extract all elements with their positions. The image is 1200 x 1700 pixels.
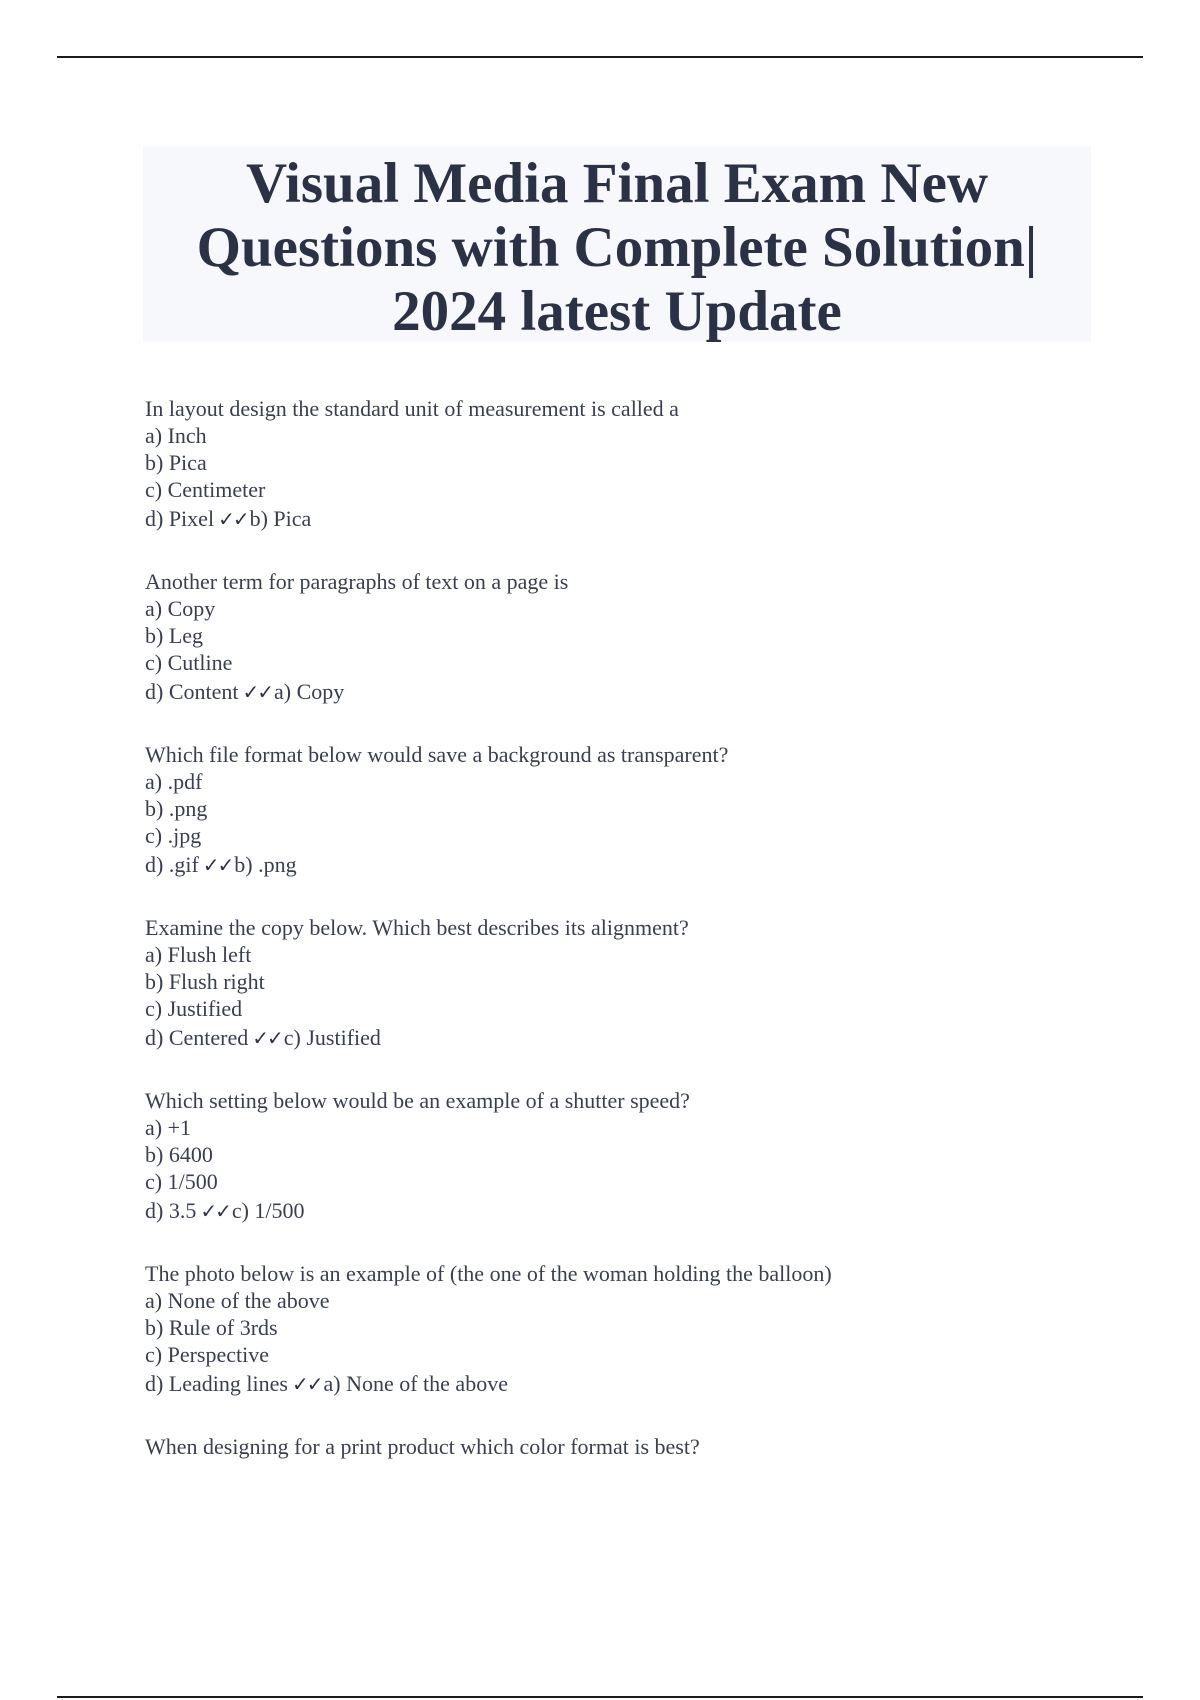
question-list (145, 395, 1145, 1493)
question-text: Another term for paragraphs of text on a page is (145, 569, 569, 594)
question-text: In layout design the standard unit of measurement is called a (145, 396, 679, 421)
check-icon: ✓✓ (242, 680, 273, 704)
question-text: The photo below is an example of (the one of the woman holding the balloon) (145, 1261, 832, 1286)
correct-answer: a) Copy (274, 679, 345, 704)
correct-answer: b) .png (234, 852, 297, 877)
check-icon: ✓✓ (291, 1372, 322, 1396)
option-d: d) Centered (145, 1025, 249, 1050)
option-d-with-answer (145, 503, 1145, 535)
option-d-with-answer (145, 1022, 1145, 1054)
option-d: d) 3.5 (145, 1198, 197, 1223)
check-icon: ✓✓ (202, 853, 233, 877)
option-c: c) Perspective (145, 1342, 269, 1367)
check-icon: ✓✓ (200, 1199, 230, 1223)
question-text: Which setting below would be an example of a shutter speed? (145, 1088, 690, 1113)
option-b: b) Leg (145, 623, 204, 648)
question-block (145, 1087, 1145, 1227)
question-text: When designing for a print product which color format is best? (145, 1434, 700, 1459)
option-d: d) .gif (145, 852, 199, 877)
option-b: b) 6400 (145, 1142, 213, 1167)
correct-answer: c) 1/500 (231, 1198, 305, 1223)
option-b: b) .png (145, 796, 208, 821)
option-d-with-answer (145, 1368, 1145, 1400)
top-rule (57, 56, 1143, 58)
correct-answer: c) Justified (283, 1025, 381, 1050)
question-block (145, 568, 1145, 708)
question-block (145, 1260, 1145, 1400)
option-b: b) Flush right (145, 969, 265, 994)
bottom-rule (57, 1696, 1143, 1698)
option-a: a) Copy (145, 596, 216, 621)
option-b: b) Pica (145, 450, 207, 475)
option-d: d) Content (145, 679, 239, 704)
question-text: Examine the copy below. Which best describes its alignment? (145, 915, 689, 940)
option-c: c) Justified (145, 996, 243, 1021)
title-line-1: Visual Media Final Exam New (245, 152, 989, 215)
option-d-with-answer (145, 1195, 1145, 1227)
option-c: c) 1/500 (145, 1169, 218, 1194)
option-d-with-answer (145, 849, 1145, 881)
question-block (145, 914, 1145, 1054)
question-block (145, 395, 1145, 535)
option-a: a) Flush left (145, 942, 252, 967)
question-block (145, 1433, 1145, 1460)
option-b: b) Rule of 3rds (145, 1315, 278, 1340)
option-d: d) Pixel (145, 506, 215, 531)
check-icon: ✓✓ (218, 507, 248, 531)
option-a: a) +1 (145, 1115, 191, 1140)
option-d: d) Leading lines (145, 1371, 288, 1396)
option-c: c) .jpg (145, 823, 202, 848)
question-text: Which file format below would save a background as transparent? (145, 742, 729, 767)
option-a: a) None of the above (145, 1288, 330, 1313)
option-a: a) .pdf (145, 769, 203, 794)
question-block (145, 741, 1145, 881)
option-d-with-answer (145, 676, 1145, 708)
option-c: c) Centimeter (145, 477, 266, 502)
title-line-3: 2024 latest Update (392, 280, 842, 343)
option-c: c) Cutline (145, 650, 233, 675)
title-line-2: Questions with Complete Solution| (196, 216, 1038, 279)
check-icon: ✓✓ (252, 1026, 282, 1050)
correct-answer: a) None of the above (323, 1371, 508, 1396)
document-title (143, 146, 1091, 342)
option-a: a) Inch (145, 423, 207, 448)
correct-answer: b) Pica (249, 506, 312, 531)
